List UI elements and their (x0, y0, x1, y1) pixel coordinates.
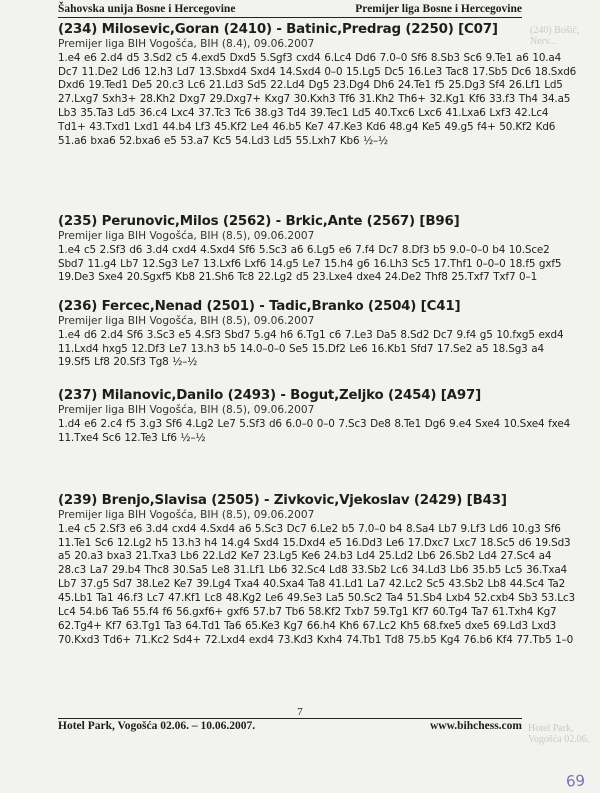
game-title: (237) Milanovic,Danilo (2493) - Bogut,Zeljko (2454) [A97] (58, 388, 481, 403)
header-left-text: Šahovska unija Bosne i Hercegovine (58, 3, 236, 15)
footer-rule (58, 718, 522, 719)
game-entry (58, 387, 578, 445)
game-entry (58, 21, 578, 149)
game-moves: 1.e4 e6 2.d4 d5 3.Sd2 c5 4.exd5 Dxd5 5.Sgf3 cxd4 6.Lc4 Dd6 7.0–0 Sf6 8.Sb3 Sc6 9.Te1 a6 10.a4 Dc7 11.De2 Ld6 12.h3 Ld7 13.Sbxd4 Sxd4 14.Sxd4 0–0 15.Lg5 Dc5 16.Le3 Tac8 17.Sb5 Dc6 18.Sxd6 Dxd6 19.Ted1 De5 20.c3 Lc6 21.Ld3 Sd5 22.Ld4 Dg5 23.Dg4 Dh6 24.Te1 f5 25.Dg3 Sf4 26.Lf1 Ld5 27.Lxg7 Sxh3+ 28.Kh2 Dxg7 29.Dxg7+ Kxg7 30.Kxh3 Tf6 31.Kh2 Th6+ 32.Kg1 Kf6 33.f3 Th4 34.a5 Lb3 35.Ta3 Ld5 36.c4 Lxc4 37.Tc3 Tc6 38.g3 Td4 39.Tec1 Ld5 40.Txc6 Lxc6 41.Lxa6 Lxf3 42.Lc4 Td1+ 43.Txd1 Lxd1 44.b4 Lf3 45.Kf2 Le4 46.b5 Ke7 47.Ke3 Kd6 48.g4 Ke5 49.g5 f4+ 50.Kf2 Kd6 51.a6 bxa6 52.bxa6 e5 53.a7 Kc5 54.Ld3 Ld5 55.Lxh7 Kb6 ½–½ (58, 51, 577, 148)
game-moves: 1.e4 d6 2.d4 Sf6 3.Sc3 e5 4.Sf3 Sbd7 5.g4 h6 6.Tg1 c6 7.Le3 Da5 8.Sd2 Dc7 9.f4 g5 10.fxg5 exd4 11.Lxd4 hxg5 12.Df3 Le7 13.h3 b5 14.0–0–0 Se5 15.Df2 Le6 16.Kb1 Sfd7 17.Se2 a5 18.Sg3 a4 19.Sf5 Lf8 20.Sf3 Tg8 ½–½ (58, 328, 564, 369)
game-title: (234) Milosevic,Goran (2410) - Batinic,Predrag (2250) [C07] (58, 22, 498, 37)
game-entry (58, 298, 578, 370)
page-number: 7 (297, 706, 303, 718)
game-title: (236) Fercec,Nenad (2501) - Tadic,Branko (2504) [C41] (58, 299, 461, 314)
game-moves: 1.d4 e6 2.c4 f5 3.g3 Sf6 4.Lg2 Le7 5.Sf3 d6 6.0–0 0–0 7.Sc3 De8 8.Te1 Dg6 9.e4 Sxe4 10.Sxe4 fxe4 11.Txe4 Sc6 12.Te3 Lf6 ½–½ (58, 417, 571, 444)
game-moves: 1.e4 c5 2.Sf3 d6 3.d4 cxd4 4.Sxd4 Sf6 5.Sc3 a6 6.Lg5 e6 7.f4 Dc7 8.Df3 b5 9.0–0–0 b4 10.Sce2 Sbd7 11.g4 Lb7 12.Sg3 Le7 13.Lxf6 Lxf6 14.g5 Le7 15.h4 g6 16.Lh3 Sc5 17.Thf1 0–0–0 18.f5 gxf5 19.De3 Sxe4 20.Sgxf5 Kb8 21.Sh6 Tc8 22.Lg2 d5 23.Lxe4 dxe4 24.De2 Thf8 25.Txf7 Txf7 0–1 (58, 243, 562, 284)
game-event: Premijer liga BIH Vogošća, BIH (8.4), 09.06.2007 (58, 38, 315, 50)
game-entry (58, 492, 578, 648)
game-event: Premijer liga BIH Vogošća, BIH (8.5), 09.06.2007 (58, 315, 315, 327)
footer-left-text: Hotel Park, Vogošća 02.06. – 10.06.2007. (58, 720, 256, 732)
bleed-through-footer: Hotel Park, Vogošća 02.06. (528, 723, 590, 745)
game-event: Premijer liga BIH Vogošća, BIH (8.5), 09.06.2007 (58, 230, 315, 242)
footer-website-link[interactable]: www.bihchess.com (429, 720, 522, 732)
game-entry (58, 213, 578, 285)
page-footer (58, 720, 522, 732)
game-event: Premijer liga BIH Vogošća, BIH (8.5), 09.06.2007 (58, 509, 315, 521)
game-event: Premijer liga BIH Vogošća, BIH (8.5), 09.06.2007 (58, 404, 315, 416)
game-title: (235) Perunovic,Milos (2562) - Brkic,Ante (2567) [B96] (58, 214, 460, 229)
header-right-text: Premijer liga Bosne i Hercegovine (355, 3, 522, 15)
page-header (58, 3, 522, 18)
game-title: (239) Brenjo,Slavisa (2505) - Zivkovic,Vjekoslav (2429) [B43] (58, 493, 507, 508)
game-moves: 1.e4 c5 2.Sf3 e6 3.d4 cxd4 4.Sxd4 a6 5.Sc3 Dc7 6.Le2 b5 7.0–0 b4 8.Sa4 Lb7 9.Lf3 Ld6 10.g3 Sf6 11.Te1 Sc6 12.Lg2 h5 13.h3 h4 14.g4 Sxd4 15.Dxd4 e5 16.Dd3 Le6 17.Dxc7 Lxc7 18.Sc5 d6 19.Sd3 a5 20.a3 bxa3 21.Txa3 Lb6 22.Ld2 Ke7 23.Lg5 Ke6 24.b3 Ld4 25.Ld2 Lb6 26.Sb2 Ld4 27.Sc4 a4 28.c3 La7 29.b4 Thc8 30.Sa5 Le8 31.Lf1 Lb6 32.Sc4 Ld8 33.Sb2 Lc6 34.Ld3 Lb6 35.b5 Lc5 36.Txa4 Lb7 37.g5 Sd7 38.Le2 Ke7 39.Lg4 Txa4 40.Sxa4 Ta8 41.Ld1 La7 42.Lc2 Sc5 43.Sb2 Lb8 44.Sc4 Ta2 45.Lb1 Ta1 46.f3 Lc7 47.Kf1 Lc8 48.Kg2 Le6 49.Se3 La5 50.Sc2 Ta4 51.Sb4 Lxb4 52.cxb4 Sb3 53.Lc3 Lc4 54.b6 Ta6 55.f4 f6 56.gxf6+ gxf6 57.b7 Tb6 58.Kf2 Txb7 59.Tg1 Kf7 60.Tg4 Ta7 61.Txh4 Kg7 62.Tg4+ Kf7 63.Tg1 Ta3 64.Td1 Ta6 65.Ke3 Kg7 66.h4 Kh6 67.Lc2 Kh5 68.fxe5 dxe5 69.Ld3 Lxd3 70.Kxd3 Td6+ 71.Kc2 Sd4+ 72.Lxd4 exd4 73.Kd3 Kxh4 74.Tb1 Td8 75.b5 Kg4 76.b6 Kf4 77.Tb5 1–0 (58, 522, 575, 646)
handwritten-page-mark: 69 (565, 771, 586, 791)
bleed-through-text: (240) Bošić, Nerv... (530, 25, 580, 47)
